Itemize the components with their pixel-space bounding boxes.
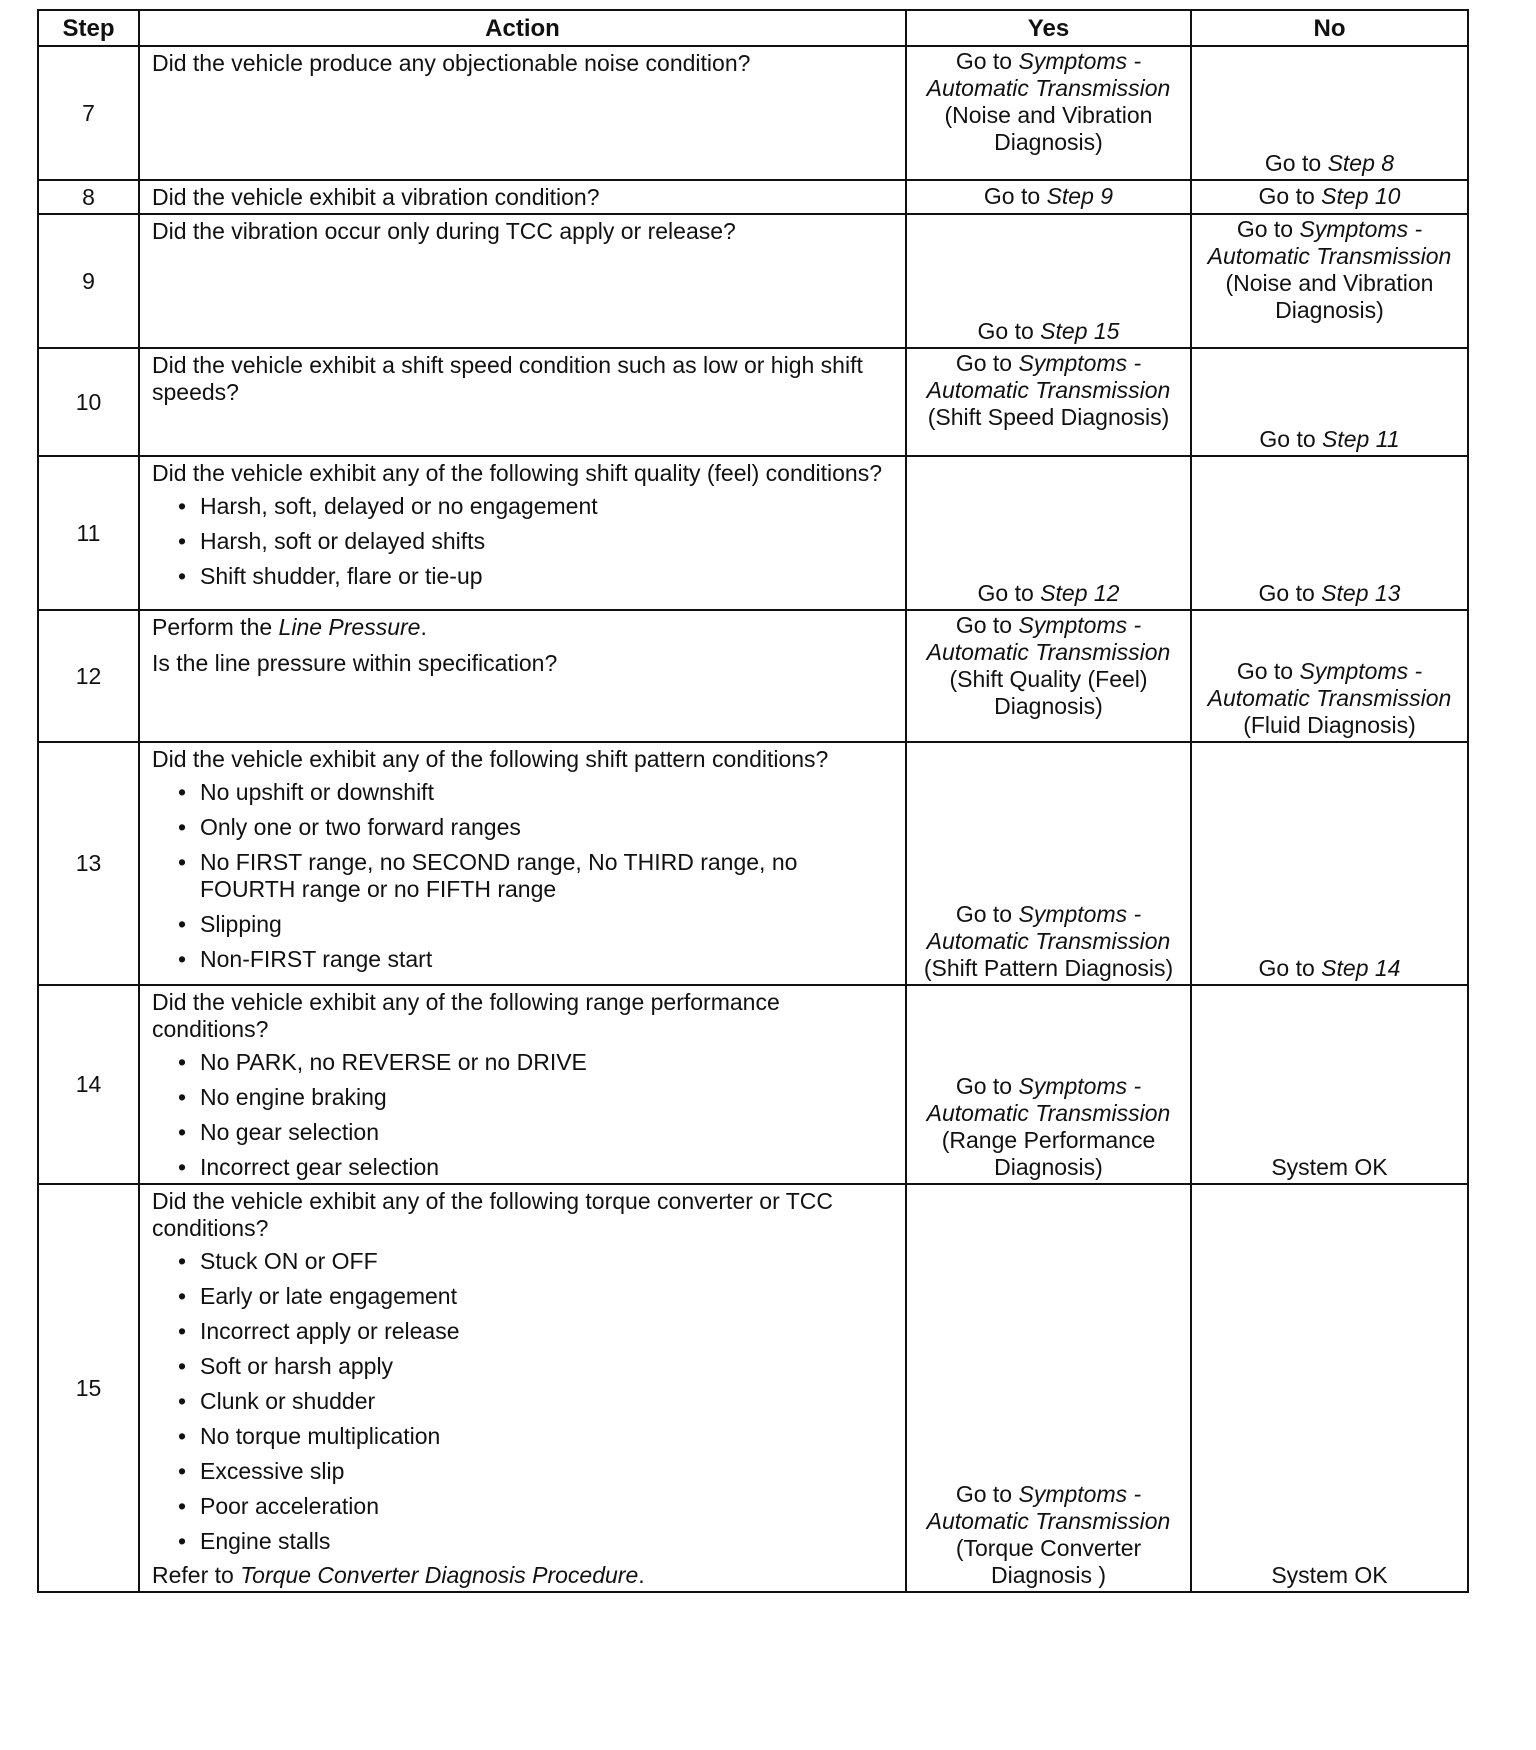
diagnostic-table bbox=[37, 9, 1469, 1593]
ref-link: Step 13 bbox=[1321, 580, 1401, 606]
action-cell bbox=[139, 1184, 906, 1592]
ref-prefix: Perform the bbox=[152, 614, 279, 640]
no-cell bbox=[1191, 46, 1468, 180]
header-row bbox=[38, 10, 1468, 46]
ref-prefix: Go to bbox=[1258, 183, 1322, 209]
table-row bbox=[38, 180, 1468, 214]
ref-prefix: Go to bbox=[977, 580, 1041, 606]
ref-link: Step 12 bbox=[1040, 580, 1120, 606]
yes-cell bbox=[906, 610, 1191, 742]
step-number: 15 bbox=[38, 1184, 139, 1592]
ref-suffix: (Shift Quality (Feel) Diagnosis) bbox=[949, 666, 1148, 719]
ref-prefix: Go to bbox=[955, 1073, 1019, 1099]
action-cell bbox=[139, 610, 906, 742]
step-number: 10 bbox=[38, 348, 139, 456]
ref-suffix: . bbox=[420, 614, 427, 640]
ref-suffix: . bbox=[638, 1562, 645, 1588]
action-cell bbox=[139, 456, 906, 610]
ref-suffix: (Noise and Vibration Diagnosis) bbox=[1225, 270, 1434, 323]
list-item: • No torque multiplication bbox=[152, 1423, 895, 1450]
list-item: • Harsh, soft, delayed or no engagement bbox=[152, 493, 895, 520]
list-item: • Shift shudder, flare or tie-up bbox=[152, 563, 895, 590]
table-row bbox=[38, 214, 1468, 348]
ref-link: Symptoms - Automatic Transmission bbox=[926, 612, 1171, 665]
yes-cell bbox=[906, 214, 1191, 348]
ref-link: Step 11 bbox=[1322, 426, 1400, 452]
no-cell bbox=[1191, 610, 1468, 742]
ref-suffix: (Noise and Vibration Diagnosis) bbox=[944, 102, 1153, 155]
no-cell bbox=[1191, 348, 1468, 456]
no-cell bbox=[1191, 456, 1468, 610]
condition-list bbox=[152, 493, 895, 590]
ref-link: Symptoms - Automatic Transmission bbox=[1207, 216, 1452, 269]
ref-prefix: Go to bbox=[1258, 955, 1322, 981]
ref-link: Symptoms - Automatic Transmission bbox=[1207, 658, 1452, 711]
condition-list bbox=[152, 1049, 895, 1181]
action-text: Did the vehicle exhibit any of the following range performance conditions? bbox=[152, 989, 780, 1042]
ref-prefix: Go to bbox=[1236, 658, 1300, 684]
yes-cell bbox=[906, 180, 1191, 214]
ref-prefix: System OK bbox=[1271, 1154, 1388, 1180]
ref-prefix: Go to bbox=[955, 612, 1019, 638]
ref-link: Step 10 bbox=[1321, 183, 1401, 209]
step-number: 8 bbox=[38, 180, 139, 214]
table-body bbox=[38, 46, 1468, 1592]
list-item: • Engine stalls bbox=[152, 1528, 895, 1555]
list-item: • Non-FIRST range start bbox=[152, 946, 895, 973]
condition-list bbox=[152, 1248, 895, 1555]
list-item: • Incorrect gear selection bbox=[152, 1154, 895, 1181]
ref-link: Line Pressure bbox=[278, 614, 421, 640]
action-text: Did the vehicle exhibit a vibration condition? bbox=[152, 184, 600, 210]
ref-prefix: Go to bbox=[1264, 150, 1328, 176]
list-item: • No engine braking bbox=[152, 1084, 895, 1111]
action-text: Did the vehicle exhibit any of the following torque converter or TCC conditions? bbox=[152, 1188, 833, 1241]
header-action: Action bbox=[139, 10, 906, 46]
table-row bbox=[38, 742, 1468, 985]
no-cell bbox=[1191, 742, 1468, 985]
ref-prefix: Go to bbox=[955, 350, 1019, 376]
yes-cell bbox=[906, 46, 1191, 180]
ref-prefix: Go to bbox=[983, 183, 1047, 209]
action-cell bbox=[139, 742, 906, 985]
no-cell bbox=[1191, 180, 1468, 214]
action-text: Is the line pressure within specification? bbox=[152, 650, 558, 676]
step-number: 13 bbox=[38, 742, 139, 985]
yes-cell bbox=[906, 742, 1191, 985]
ref-suffix: (Range Performance Diagnosis) bbox=[941, 1127, 1156, 1180]
ref-suffix: (Fluid Diagnosis) bbox=[1243, 712, 1416, 738]
ref-prefix: Go to bbox=[955, 1481, 1019, 1507]
ref-suffix: (Shift Speed Diagnosis) bbox=[927, 404, 1170, 430]
ref-suffix: (Torque Converter Diagnosis ) bbox=[955, 1535, 1142, 1588]
table-row bbox=[38, 46, 1468, 180]
ref-link: Step 14 bbox=[1321, 955, 1401, 981]
list-item: • No upshift or downshift bbox=[152, 779, 895, 806]
list-item: • Only one or two forward ranges bbox=[152, 814, 895, 841]
ref-link: Symptoms - Automatic Transmission bbox=[926, 1481, 1171, 1534]
step-number: 11 bbox=[38, 456, 139, 610]
ref-prefix: Refer to bbox=[152, 1562, 241, 1588]
step-number: 12 bbox=[38, 610, 139, 742]
list-item: • No gear selection bbox=[152, 1119, 895, 1146]
header-yes: Yes bbox=[906, 10, 1191, 46]
list-item: • Early or late engagement bbox=[152, 1283, 895, 1310]
ref-link: Symptoms - Automatic Transmission bbox=[926, 1073, 1171, 1126]
list-item: • No PARK, no REVERSE or no DRIVE bbox=[152, 1049, 895, 1076]
ref-prefix: Go to bbox=[955, 901, 1019, 927]
ref-link: Symptoms - Automatic Transmission bbox=[926, 48, 1171, 101]
yes-cell bbox=[906, 1184, 1191, 1592]
yes-cell bbox=[906, 348, 1191, 456]
table-row bbox=[38, 1184, 1468, 1592]
action-cell bbox=[139, 214, 906, 348]
action-cell bbox=[139, 46, 906, 180]
action-text: Did the vibration occur only during TCC apply or release? bbox=[152, 218, 736, 244]
list-item: • Stuck ON or OFF bbox=[152, 1248, 895, 1275]
ref-prefix: Go to bbox=[977, 318, 1041, 344]
no-cell bbox=[1191, 214, 1468, 348]
list-item: • Poor acceleration bbox=[152, 1493, 895, 1520]
action-text: Did the vehicle exhibit any of the following shift quality (feel) conditions? bbox=[152, 460, 883, 486]
action-cell bbox=[139, 985, 906, 1184]
action-cell bbox=[139, 180, 906, 214]
table-row bbox=[38, 610, 1468, 742]
header-no: No bbox=[1191, 10, 1468, 46]
yes-cell bbox=[906, 985, 1191, 1184]
ref-suffix: (Shift Pattern Diagnosis) bbox=[923, 955, 1174, 981]
list-item: • Harsh, soft or delayed shifts bbox=[152, 528, 895, 555]
list-item: • Slipping bbox=[152, 911, 895, 938]
no-cell bbox=[1191, 985, 1468, 1184]
list-item: • Incorrect apply or release bbox=[152, 1318, 895, 1345]
ref-link: Symptoms - Automatic Transmission bbox=[926, 350, 1171, 403]
action-text: Did the vehicle exhibit any of the following shift pattern conditions? bbox=[152, 746, 829, 772]
header-step: Step bbox=[38, 10, 139, 46]
table-row bbox=[38, 456, 1468, 610]
ref-prefix: Go to bbox=[1259, 426, 1323, 452]
table-row bbox=[38, 985, 1468, 1184]
action-text: Did the vehicle produce any objectionable noise condition? bbox=[152, 50, 751, 76]
ref-link: Symptoms - Automatic Transmission bbox=[926, 901, 1171, 954]
step-number: 9 bbox=[38, 214, 139, 348]
step-number: 14 bbox=[38, 985, 139, 1184]
list-item: • No FIRST range, no SECOND range, No THIRD range, no FOURTH range or no FIFTH range bbox=[152, 849, 895, 903]
list-item: • Soft or harsh apply bbox=[152, 1353, 895, 1380]
ref-prefix: Go to bbox=[1236, 216, 1300, 242]
ref-link: Torque Converter Diagnosis Procedure bbox=[240, 1562, 639, 1588]
ref-link: Step 9 bbox=[1046, 183, 1114, 209]
ref-prefix: Go to bbox=[1258, 580, 1322, 606]
ref-link: Step 15 bbox=[1040, 318, 1120, 344]
no-cell bbox=[1191, 1184, 1468, 1592]
step-number: 7 bbox=[38, 46, 139, 180]
action-cell bbox=[139, 348, 906, 456]
table-row bbox=[38, 348, 1468, 456]
ref-link: Step 8 bbox=[1327, 150, 1395, 176]
ref-prefix: Go to bbox=[955, 48, 1019, 74]
ref-prefix: System OK bbox=[1271, 1562, 1388, 1588]
action-footer bbox=[152, 1562, 895, 1589]
table-header bbox=[38, 10, 1468, 46]
list-item: • Clunk or shudder bbox=[152, 1388, 895, 1415]
list-item: • Excessive slip bbox=[152, 1458, 895, 1485]
action-text: Did the vehicle exhibit a shift speed condition such as low or high shift speeds? bbox=[152, 352, 863, 405]
condition-list bbox=[152, 779, 895, 973]
yes-cell bbox=[906, 456, 1191, 610]
action-text bbox=[152, 614, 895, 641]
